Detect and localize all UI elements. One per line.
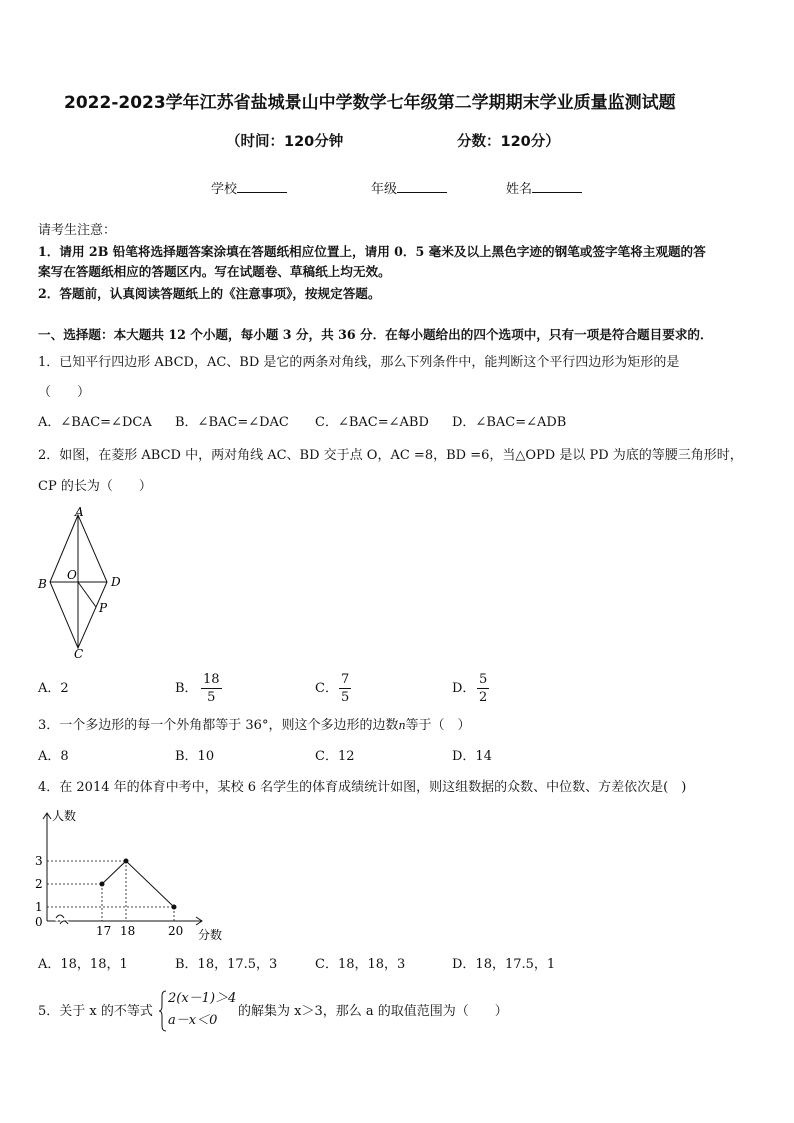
q2-option-b[interactable] [175, 680, 198, 698]
q4-option-a[interactable]: A．18，18，1 [38, 957, 128, 972]
q2-option-a[interactable]: A．2 [38, 681, 69, 696]
q2-option-c[interactable] [315, 680, 338, 698]
q2-option-d-fraction [477, 671, 489, 706]
label-o: O [67, 568, 77, 582]
school-blank[interactable] [237, 180, 287, 193]
page-title: 2022-2023学年江苏省盐城景山中学数学七年级第二学期期末学业质量监测试题 [64, 93, 676, 113]
notice-item-2: 2．答题前，认真阅读答题纸上的《注意事项》，按规定答题。 [38, 286, 381, 301]
q4-stem: 4．在 2014 年的体育中考中，某校 6 名学生的体育成绩统计如图，则这组数据的众数、中位数、方差依次是( ) [38, 780, 687, 795]
y-tick-label-1: 1 [35, 900, 43, 914]
data-point-20 [172, 905, 177, 910]
notice-item-1-line-1: 1．请用 2B 铅笔将选择题答案涂填在答题纸相应位置上，请用 0．5 毫米及以上黑色字迹的钢笔或签字笔将主观题的答 [38, 244, 706, 259]
q2-option-d-numerator: 5 [479, 672, 488, 687]
q2-option-c-prefix: C． [315, 681, 338, 696]
q3-option-c[interactable]: C．12 [315, 749, 355, 764]
q2-option-d-denominator: 2 [479, 690, 488, 705]
name-blank[interactable] [532, 180, 582, 193]
q1-stem: 1．已知平行四边形 ABCD，AC、BD 是它的两条对角线，那么下列条件中，能判断这个平行四边形为矩形的是 [38, 355, 680, 370]
q1-option-c[interactable]: C．∠BAC=∠ABD [315, 415, 429, 430]
q5-stem-suffix: 的解集为 x＞3，那么 a 的取值范围为（ ） [238, 1004, 508, 1019]
q2-option-d[interactable] [452, 680, 475, 698]
score-line-chart [30, 805, 230, 945]
x-tick-label-20: 20 [168, 924, 184, 938]
q2-option-b-fraction [201, 671, 222, 706]
y-tick-label-2: 2 [35, 877, 43, 891]
q3-stem [38, 717, 471, 735]
y-tick-label-0: 0 [35, 915, 43, 929]
grade-field[interactable] [371, 180, 447, 199]
label-b: B [38, 577, 47, 591]
q2-option-c-denominator: 5 [341, 690, 350, 705]
q2-option-c-numerator: 7 [341, 672, 350, 687]
name-field[interactable] [506, 180, 582, 199]
q3-option-a[interactable]: A．8 [38, 749, 69, 764]
q3-stem-part-1: 3．一个多边形的每一个外角都等于 36°，则这个多边形的边数 [38, 718, 399, 733]
q2-stem-line-2: CP 的长为（ ） [38, 479, 152, 494]
notice-item-1-line-2: 案写在答题纸相应的答题区内。写在试题卷、草稿纸上均无效。 [38, 264, 391, 279]
school-label: 学校 [211, 182, 238, 197]
q2-stem-line-1: 2．如图，在菱形 ABCD 中，两对角线 AC、BD 交于点 O，AC =8，BD =6，当△OPD 是以 PD 为底的等腰三角形时， [38, 448, 743, 463]
q2-option-b-numerator: 18 [203, 672, 220, 687]
exam-time: （时间：120分钟 [226, 134, 344, 150]
x-tick-label-18: 18 [120, 924, 136, 938]
y-axis-title: 人数 [52, 809, 77, 823]
q3-option-b[interactable]: B．10 [175, 749, 215, 764]
notice-heading: 请考生注意： [38, 223, 117, 238]
q3-option-d[interactable]: D．14 [452, 749, 492, 764]
school-field[interactable] [211, 180, 287, 199]
brace-icon [158, 990, 168, 1032]
data-line [102, 861, 174, 907]
data-point-18 [124, 859, 129, 864]
x-tick-label-17: 17 [96, 924, 112, 938]
q4-option-b[interactable]: B．18，17.5，3 [175, 957, 278, 972]
q1-paren: （ ） [38, 385, 91, 400]
grade-blank[interactable] [397, 180, 447, 193]
q5-stem-prefix: 5．关于 x 的不等式 [38, 1004, 153, 1019]
data-point-17 [100, 882, 105, 887]
name-label: 姓名 [506, 182, 533, 197]
y-tick-label-3: 3 [35, 854, 43, 868]
q1-option-d[interactable]: D．∠BAC=∠ADB [452, 415, 567, 430]
q5-inequality-2: a－x＜0 [168, 1013, 218, 1028]
label-d: D [111, 575, 121, 589]
exam-score: 分数：120分） [457, 134, 560, 150]
grade-label: 年级 [371, 182, 398, 197]
q2-option-b-prefix: B． [175, 681, 198, 696]
q3-stem-part-2: 等于（ ） [405, 718, 471, 733]
rhombus-figure [30, 505, 130, 665]
q1-option-b[interactable]: B．∠BAC=∠DAC [175, 415, 289, 430]
q4-option-c[interactable]: C．18，18，3 [315, 957, 406, 972]
q4-option-d[interactable]: D．18，17.5，1 [452, 957, 556, 972]
label-a: A [75, 505, 84, 519]
q5-inequality-1: 2(x－1)＞4 [168, 991, 237, 1006]
q2-option-c-fraction [339, 671, 351, 706]
segment-op [78, 582, 96, 607]
section-heading: 一、选择题：本大题共 12 个小题，每小题 3 分，共 36 分．在每小题给出的四个选项中，只有一项是符合题目要求的． [38, 327, 713, 342]
x-axis-title: 分数 [198, 928, 223, 942]
label-c: C [74, 647, 84, 661]
q3-var-n: n [398, 719, 406, 732]
q2-option-b-denominator: 5 [207, 690, 216, 705]
label-p: P [99, 601, 108, 615]
q2-option-d-prefix: D． [452, 681, 476, 696]
q1-option-a[interactable]: A．∠BAC=∠DCA [38, 415, 152, 430]
